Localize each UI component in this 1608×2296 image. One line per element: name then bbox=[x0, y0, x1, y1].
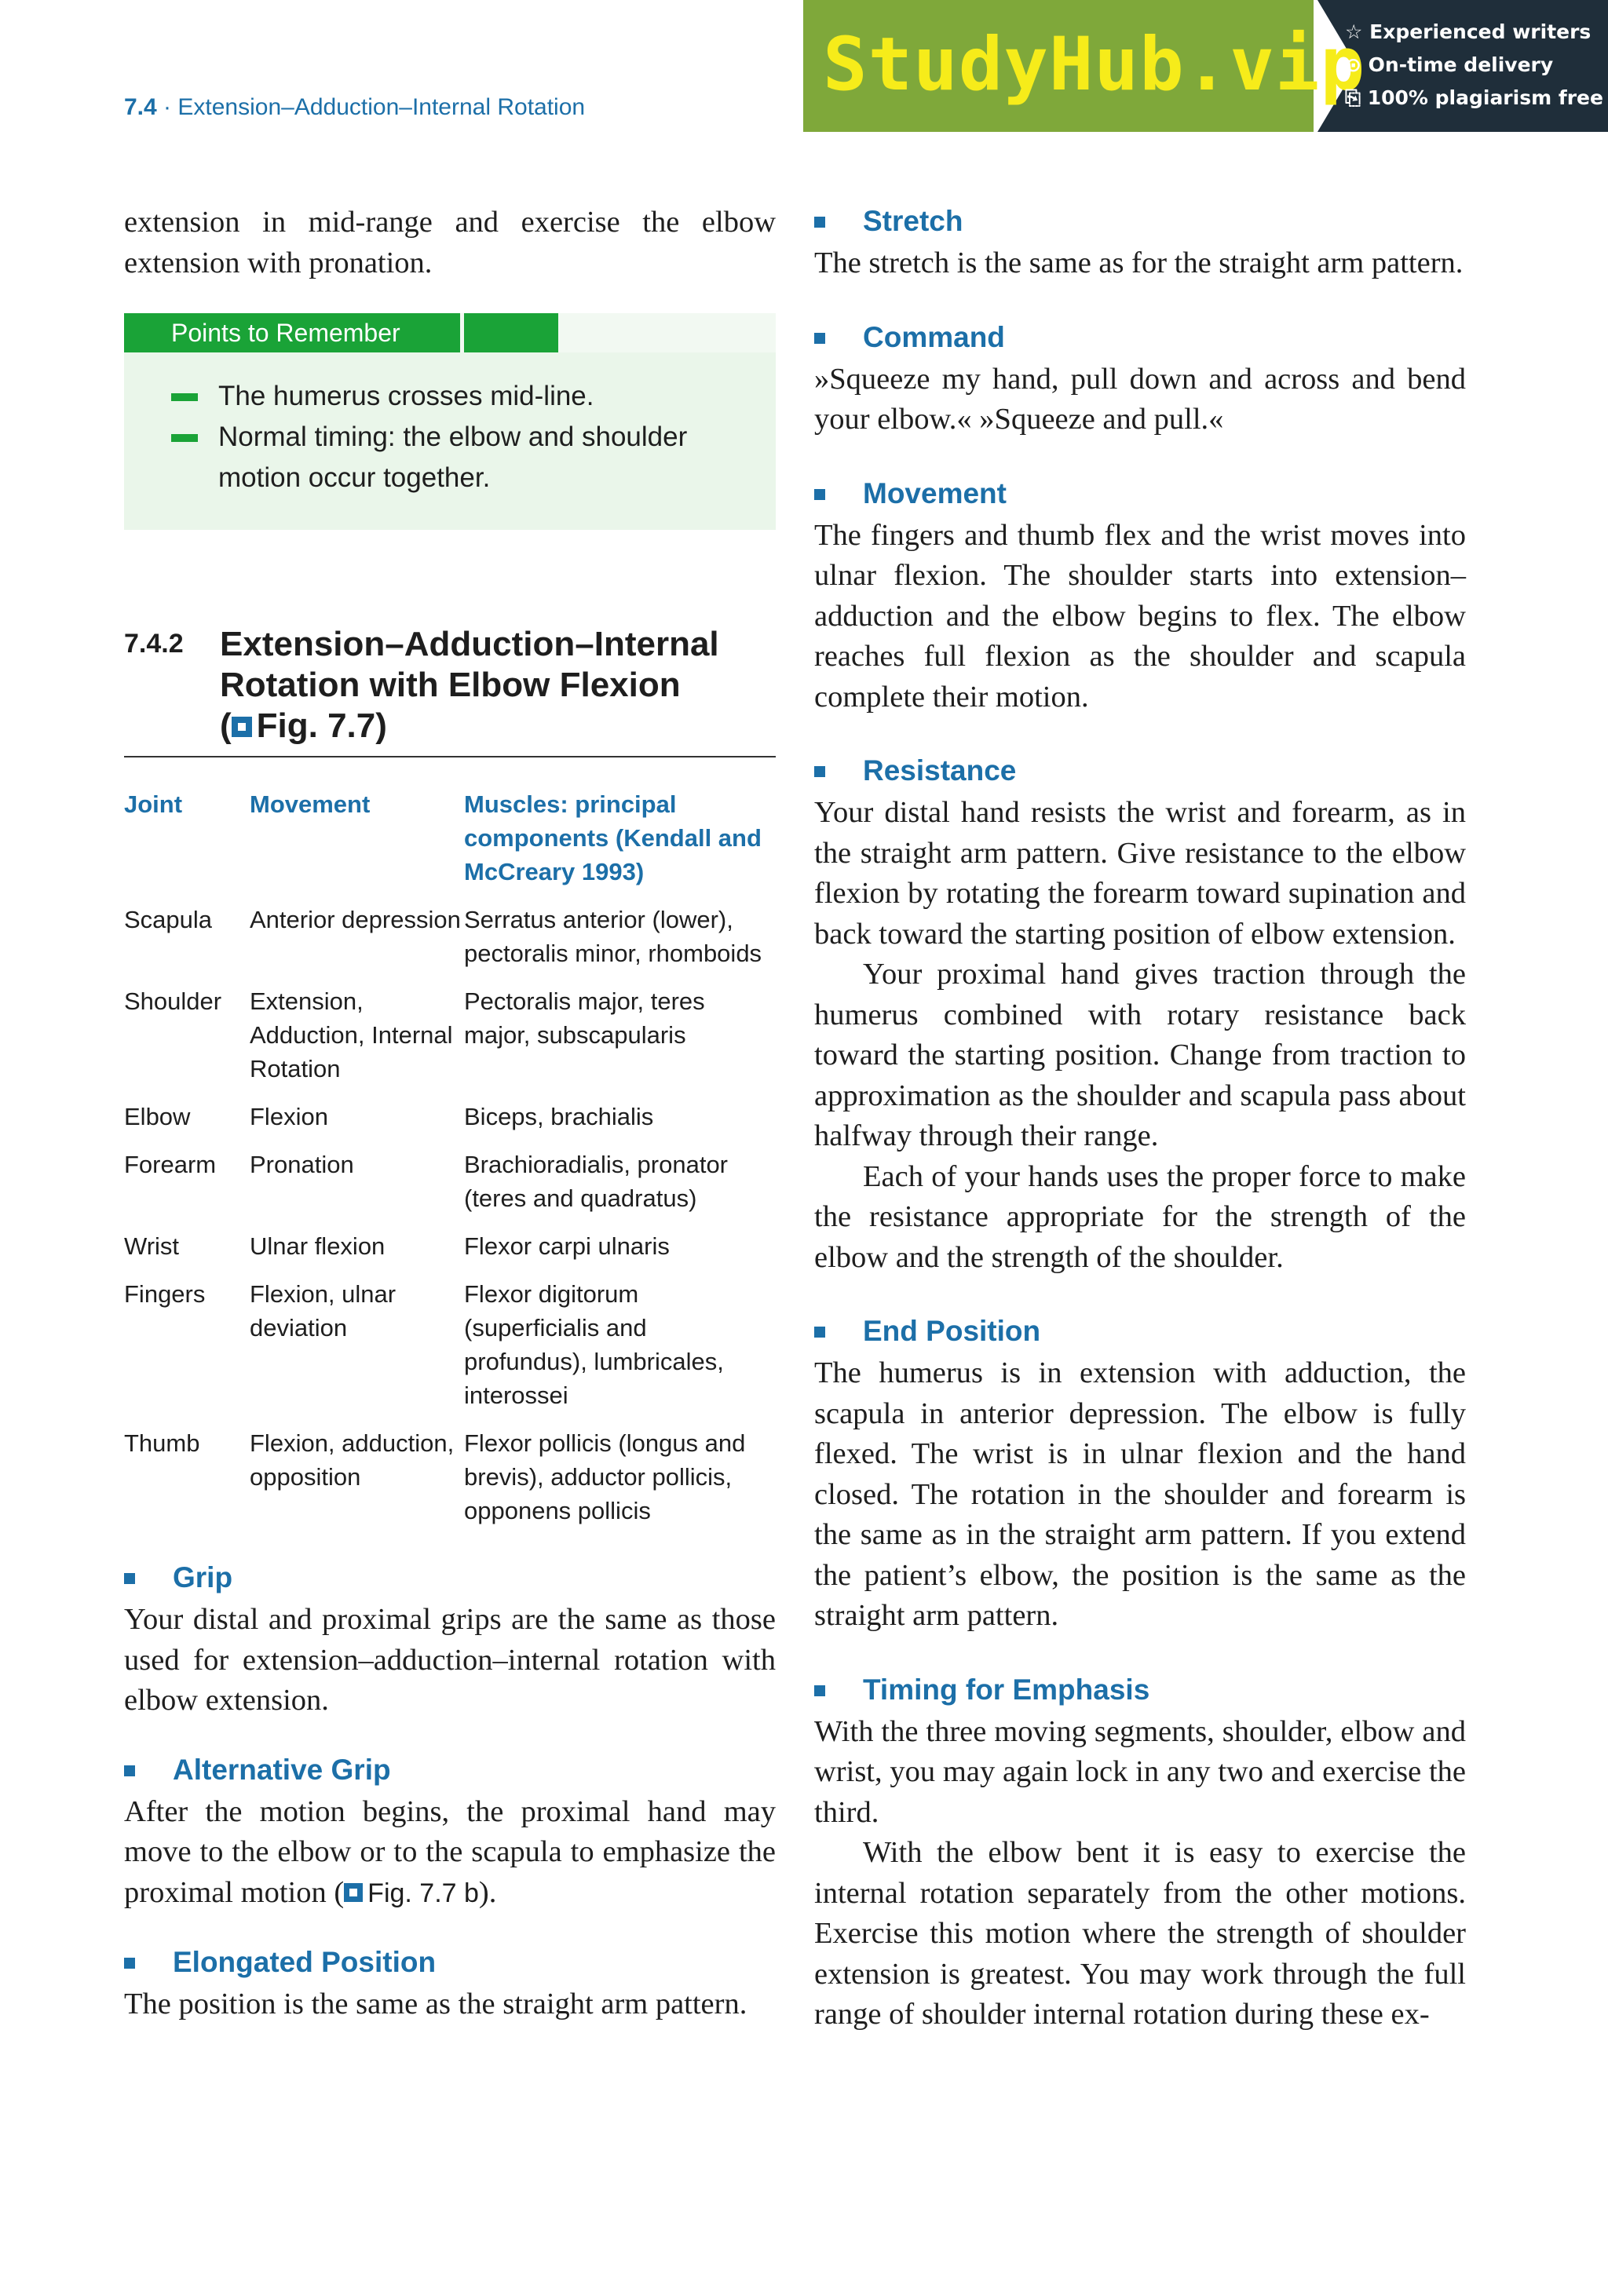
command-section bbox=[814, 319, 1466, 440]
intro-paragraph: extension in mid-range and exercise the elbow extension with pronation. bbox=[124, 206, 776, 279]
ptr-title: Points to Remember bbox=[124, 313, 460, 352]
end-position-section bbox=[814, 1312, 1466, 1637]
running-head-separator: · bbox=[156, 94, 178, 120]
points-to-remember-box bbox=[124, 313, 776, 530]
right-column bbox=[814, 203, 1466, 2035]
timing-paragraph-2: With the elbow bent it is easy to exercise the internal rotation separately from the other motions. Exercise this motion where the strength of shoulder extension is greatest. You may work through the full range of shoulder internal rotation during these ex- bbox=[814, 1836, 1466, 2031]
command-heading: Command bbox=[814, 319, 1466, 356]
section-title: Extension–Adduction–Internal Rotation bbox=[177, 94, 586, 120]
figure-link-icon[interactable] bbox=[344, 1883, 363, 1902]
ptr-title-accent bbox=[464, 313, 558, 352]
end-position-heading: End Position bbox=[814, 1312, 1466, 1350]
command-text: »Squeeze my hand, pull down and across and bend your elbow.« »Squeeze and pull.« bbox=[814, 362, 1466, 436]
square-bullet-icon bbox=[814, 489, 825, 500]
heading-number: 7.4.2 bbox=[124, 629, 184, 659]
table-row: Wrist Ulnar flexion Flexor carpi ulnaris bbox=[124, 1232, 670, 1260]
ptr-title-bar bbox=[124, 313, 776, 352]
running-head bbox=[124, 94, 585, 121]
stretch-heading: Stretch bbox=[814, 203, 1466, 240]
table-header-joint: Joint bbox=[124, 790, 183, 818]
alternative-grip-text: After the motion begins, the proximal hand may move to the elbow or to the scapula to emphasize the proximal motion ( Fig. 7.7 b). bbox=[124, 1794, 776, 1909]
movement-text: The fingers and thumb flex and the wrist moves into ulnar flexion. The shoulder starts into extension–adduction and the elbow begins to flex. The elbow reaches full flexion as the shoulder and scapula complete their motion. bbox=[814, 518, 1466, 714]
ptr-list bbox=[124, 352, 776, 498]
banner-feature-plagiarism: ⎘ 100% plagiarism free bbox=[1345, 86, 1603, 109]
movement-section bbox=[814, 475, 1466, 718]
section-heading-7-4-2 bbox=[124, 624, 776, 757]
grip-text: Your distal and proximal grips are the same as those used for extension–adduction–internal rotation with elbow extension. bbox=[124, 1603, 776, 1717]
square-bullet-icon bbox=[124, 1573, 135, 1584]
elongated-position-heading: Elongated Position bbox=[124, 1944, 776, 1981]
left-column bbox=[124, 203, 776, 2025]
timing-paragraph-1: With the three moving segments, shoulder, elbow and wrist, you may again lock in any two and exercise the third. bbox=[814, 1714, 1466, 1829]
table-header-muscles: Muscles: principal components (Kendall and McCreary 1993) bbox=[464, 790, 762, 885]
resistance-heading: Resistance bbox=[814, 752, 1466, 790]
stretch-section bbox=[814, 203, 1466, 284]
square-bullet-icon bbox=[814, 217, 825, 228]
table-row: Forearm Pronation Brachioradialis, pronator (teres and quadratus) bbox=[124, 1151, 729, 1212]
square-bullet-icon bbox=[814, 766, 825, 777]
dash-bullet-icon bbox=[171, 393, 198, 401]
figure-ref-7-7b[interactable]: Fig. 7.7 b bbox=[367, 1878, 479, 1908]
grip-heading: Grip bbox=[124, 1559, 776, 1597]
dash-bullet-icon bbox=[171, 434, 198, 442]
square-bullet-icon bbox=[814, 1327, 825, 1338]
square-bullet-icon bbox=[124, 1765, 135, 1776]
grip-section bbox=[124, 1559, 776, 1721]
resistance-paragraph-3: Each of your hands uses the proper force to make the resistance appropriate for the strength of the elbow and the strength of the shoulder. bbox=[814, 1159, 1466, 1274]
banner-feature-experienced: ☆ Experienced writers bbox=[1345, 20, 1592, 43]
table-row: Fingers Flexion, ulnar deviation Flexor digitorum (superficialis and profundus), lumbricales, interossei bbox=[124, 1280, 724, 1409]
timing-section bbox=[814, 1671, 1466, 2035]
resistance-paragraph-2: Your proximal hand gives traction through the humerus combined with rotary resistance back toward the starting position. Change from traction to approximation as the shoulder and scapula pass about halfway through their range. bbox=[814, 958, 1466, 1152]
studyhub-banner[interactable] bbox=[803, 0, 1608, 132]
alternative-grip-heading: Alternative Grip bbox=[124, 1751, 776, 1789]
ptr-item: The humerus crosses mid-line. bbox=[171, 376, 776, 417]
table-row: Shoulder Extension, Adduction, Internal Rotation Pectoralis major, teres major, subscapularis bbox=[124, 987, 705, 1082]
square-bullet-icon bbox=[124, 1958, 135, 1969]
elongated-position-text: The position is the same as the straight arm pattern. bbox=[124, 1988, 747, 2020]
table-header-movement: Movement bbox=[250, 790, 371, 818]
square-bullet-icon bbox=[814, 1685, 825, 1696]
section-number: 7.4 bbox=[124, 94, 157, 120]
resistance-section bbox=[814, 752, 1466, 1278]
heading-figure-ref[interactable]: Fig. 7.7) bbox=[256, 706, 387, 745]
table-row: Elbow Flexion Biceps, brachialis bbox=[124, 1103, 654, 1130]
resistance-paragraph-1: Your distal hand resists the wrist and forearm, as in the straight arm pattern. Give resistance to the elbow flexion by rotating the forearm toward supination and back toward the starting position of elbow extension. bbox=[814, 796, 1466, 951]
muscle-table bbox=[124, 787, 776, 1542]
timing-heading: Timing for Emphasis bbox=[814, 1671, 1466, 1709]
table-row: Thumb Flexion, adduction, opposition Flexor pollicis (longus and brevis), adductor pollicis, opponens pollicis bbox=[124, 1429, 746, 1524]
table-header-row bbox=[124, 787, 776, 903]
alternative-grip-section bbox=[124, 1751, 776, 1915]
studyhub-logo[interactable]: StudyHub.vip bbox=[823, 22, 1366, 108]
banner-feature-delivery: ⊙ On-time delivery bbox=[1345, 53, 1554, 76]
elongated-position-section bbox=[124, 1944, 776, 2025]
figure-link-icon[interactable] bbox=[232, 717, 252, 737]
square-bullet-icon bbox=[814, 333, 825, 344]
ptr-item: Normal timing: the elbow and shoulder motion occur together. bbox=[171, 417, 776, 498]
stretch-text: The stretch is the same as for the straight arm pattern. bbox=[814, 246, 1464, 279]
end-position-text: The humerus is in extension with adduction, the scapula in anterior depression. The elbow is fully flexed. The wrist is in ulnar flexion and the hand closed. The rotation in the shoulder and forearm is the same as in the straight arm pattern. If you extend the patient’s elbow, the position is the same as the straight arm pattern. bbox=[814, 1356, 1466, 1632]
table-row: Scapula Anterior depression Serratus anterior (lower), pectoralis minor, rhomboids bbox=[124, 906, 762, 967]
movement-heading: Movement bbox=[814, 475, 1466, 513]
heading-text: Extension–Adduction–Internal Rotation with Elbow Flexion ( Fig. 7.7) bbox=[220, 625, 719, 745]
